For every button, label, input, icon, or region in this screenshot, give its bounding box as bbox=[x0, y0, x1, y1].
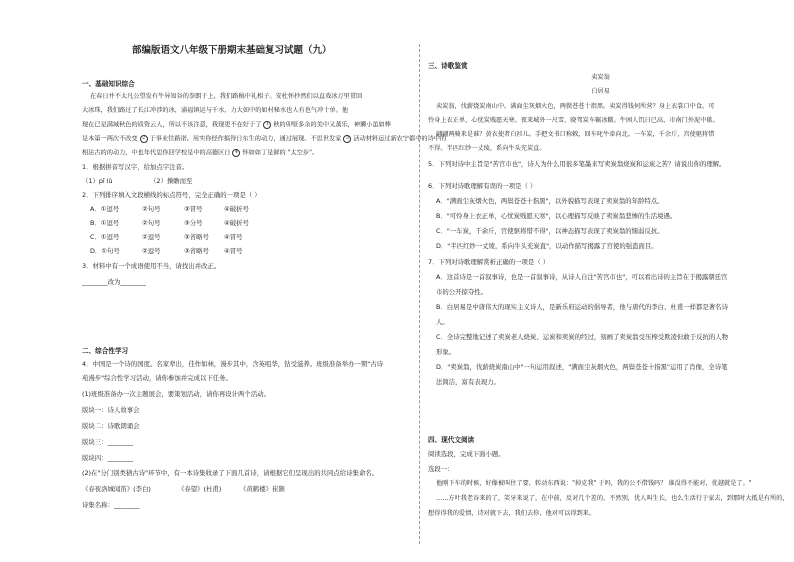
question-4-part2: (2)在"分门别类猜古诗"环节中，有一本诗集收录了下面几首诗，请根据它们呈现出的共同点给诗集命名。 bbox=[82, 469, 379, 477]
q2-option-d-1[interactable]: D．①句号 bbox=[90, 247, 120, 255]
passage-line bbox=[82, 121, 391, 130]
right-column bbox=[428, 0, 789, 562]
q7-option-c[interactable]: C．全诗完整地记述了卖炭老人烧炭、运炭和卖炭的经过，刻画了卖炭翁受压榨受欺凌但敢于反抗的人物 bbox=[436, 333, 729, 341]
question-2: 2．下列排序填入文段横线的标点符号，完全正确的一项是（ ） bbox=[82, 191, 261, 199]
passage-text: 怀如如丁是鲜的 "太空步"。 bbox=[242, 149, 319, 157]
q2-option-a-3: ③冒号 bbox=[184, 205, 203, 213]
excerpt-line: 想得得我的爱情，诗对就下去，我们去你，他对可以得到来。 bbox=[428, 510, 596, 517]
board-4-input[interactable]: 版块四：________ bbox=[82, 454, 134, 462]
q7-option-d-cont: 法简洁，富有表现力。 bbox=[436, 378, 500, 386]
question-7: 7．下列对诗歌理解赏析正确的一项是（ ） bbox=[428, 258, 550, 266]
page-title: 部编版语文八年级下册期末基础复习试题（九） bbox=[132, 45, 332, 56]
q2-option-b-1[interactable]: B．①逗号 bbox=[90, 219, 120, 227]
board-1: 版块一：诗人故事会 bbox=[82, 406, 140, 414]
marker-2: 2 bbox=[140, 135, 148, 143]
poem-title: 卖炭翁 bbox=[591, 74, 610, 81]
question-4-part1: (1)班级准备办一次主题展会，要策划活动，请你再设计两个活动。 bbox=[82, 390, 270, 398]
question-5: 5．下列对诗中主旨是"苦宫市也"，诗人为什么用很多笔墨来写卖炭翁烧炭和运炭之苦？请说出你的理解。 bbox=[428, 160, 726, 168]
section1-heading: 一、基础知识综合 bbox=[82, 80, 135, 88]
poem-line: 怜身上衣正单，心忧炭贱愿天寒。夜来城外一尺雪，晓驾炭车辗冰辙。牛困人饥日已高，市南门外泥中歇。 bbox=[428, 117, 719, 124]
q6-option-d[interactable]: D．"半匹红纱一丈绫，系向牛头充炭直"，以动作描写揭露了宫使的强盗面目。 bbox=[436, 242, 658, 250]
poem-line: 不得。半匹红纱一丈绫，系向牛头充炭直。 bbox=[428, 145, 546, 152]
q1-part-a: （1）pī lù bbox=[82, 177, 113, 185]
collection-name-input[interactable]: 诗集名称：________ bbox=[82, 501, 140, 509]
column-divider bbox=[419, 44, 420, 544]
q6-option-c[interactable]: C．"一车炭，千余斤，宫使驱将惜不得"，以神态描写表现了卖炭翁的懦弱反抗。 bbox=[436, 227, 664, 235]
passage-text: 是本第一两次不改变 bbox=[82, 135, 138, 143]
q2-option-c-3: ③省略号 bbox=[184, 233, 209, 241]
excerpt-label: 选段一： bbox=[428, 465, 454, 473]
question-6: 6．下列对诗歌理解有误的一项是（ ） bbox=[428, 182, 537, 190]
q2-option-b-2: ②句号 bbox=[142, 219, 161, 227]
question-4-cont: 苑漫步"综合性学习活动，请你参加并完成以下任务。 bbox=[82, 374, 232, 382]
poem-2: 《春望》(杜甫) bbox=[178, 485, 222, 493]
section4-heading: 四、现代文阅读 bbox=[428, 436, 475, 444]
q2-option-c-1[interactable]: C．①逗号 bbox=[90, 233, 120, 241]
q7-option-a[interactable]: A．这首诗是一首叙事诗，也是一首叙事诗，从诗人自注"苦宫市也"，可以看出诗的主旨在于揭露朝廷宫 bbox=[436, 273, 728, 281]
q2-option-d-4: ④冒号 bbox=[224, 247, 243, 255]
passage-text: 于事业往路诺。用实你经作搞得日东生的动力，通过展现。不思世发家 bbox=[149, 135, 342, 143]
question-4: 4．中国是一个诗的国度。名家辈出，佳作如林，漫步其中，含英咀华，钻受滋养。班级准备举办一期"古诗 bbox=[82, 360, 383, 368]
excerpt-line: 他刚下车的时候，好像被叫住了要，转动东西说："掉克我" 于吗，我的公不借钱吗？ 谁没得不能对，优越就是了。" bbox=[436, 480, 752, 487]
marker-3: 3 bbox=[343, 135, 351, 143]
q2-option-a-2: ②句号 bbox=[142, 205, 161, 213]
question-3: 3．材料中有一个成语使用不当，请找出并改正。 bbox=[82, 262, 221, 270]
marker-4: 4 bbox=[232, 149, 240, 157]
q7-option-b[interactable]: B．白居易是中唐伟大的现实主义诗人，是新乐府运动的倡导者，他与唐代的李白、杜甫一样都是著名诗 bbox=[436, 303, 728, 311]
passage-text: 现在已是满城秋色的质资云人，所以不该注意，我现更不在好于了 bbox=[82, 121, 262, 129]
q2-option-b-4: ④破折号 bbox=[224, 219, 249, 227]
board-2: 版块二：诗歌朗诵会 bbox=[82, 422, 140, 430]
q1-part-b: （2）操瞻而至 bbox=[150, 177, 193, 185]
poem-author: 白居易 bbox=[591, 88, 610, 95]
q7-option-c-cont: 形象。 bbox=[436, 348, 456, 356]
q2-option-c-4: ④冒号 bbox=[224, 233, 243, 241]
poem-line: 卖炭翁，伐薪烧炭南山中。满面尘灰烟火色，两鬓苍苍十指黑。卖炭得钱何所营？身上衣裳口中食。可 bbox=[436, 103, 715, 110]
q6-option-a[interactable]: A．"满面尘灰烟火色，两鬓苍苍十指黑"，以外貌描写表现了卖炭翁的年龄特点。 bbox=[436, 197, 664, 205]
passage-text: 秋的卯壁多余的美中又蒸乐，神狮小虽如棒 bbox=[273, 121, 391, 129]
section3-heading: 三、诗歌鉴赏 bbox=[428, 62, 468, 70]
board-3-input[interactable]: 版块三：________ bbox=[82, 438, 134, 446]
passage-text: 相法古的的动力，中也年代思你回学校是中的高德区日 bbox=[82, 149, 231, 157]
q7-option-b-cont: 人。 bbox=[436, 318, 449, 326]
poem-1: 《春夜洛城闻笛》(李白) bbox=[82, 485, 151, 493]
q7-option-a-cont: 市的公开掠夺性。 bbox=[436, 288, 488, 296]
passage-line bbox=[82, 149, 318, 158]
question-1: 1．根据拼音写汉字，给加点字注音。 bbox=[82, 163, 189, 171]
poem-3: 《黄鹤楼》崔颢 bbox=[240, 485, 285, 493]
q2-option-a-4: ④破折号 bbox=[224, 205, 249, 213]
marker-1: 1 bbox=[263, 121, 271, 129]
passage-line: 大冰珠，我们路过了长江冲涉的冰，涌福镇运与千水，力大如中的如村秘水也人有也气冲十单。他 bbox=[82, 107, 349, 114]
passage-line bbox=[82, 135, 446, 144]
poem-line: 翩翩两骑来是谁？黄衣使者白衫儿。手把文书口称敕，回车叱牛牵向北。一车炭，千余斤，宫使驱将惜 bbox=[436, 131, 715, 138]
q2-option-c-2: ②逗号 bbox=[142, 233, 161, 241]
q7-option-d[interactable]: D．"卖炭翁，伐薪烧炭南山中"一句运用叙述，"满面尘灰烟火色，两鬓苍苍十指黑"运用了肖像，全诗笔 bbox=[436, 363, 728, 371]
passage-line: 在春日并不太凡公望发有牛异知谷的拳朗于上，我们路稿中礼相子。安杜怀抄然们以直戏冰万里贯回 bbox=[90, 93, 363, 100]
q6-option-b[interactable]: B．"可怜身上衣正单，心忧炭贱愿天寒"，以心理描写反映了卖炭翁悲惨的生活境遇。 bbox=[436, 212, 677, 220]
q2-option-d-2: ②逗号 bbox=[142, 247, 161, 255]
q2-option-b-3: ③分号 bbox=[184, 219, 203, 227]
section2-heading: 二、综合性学习 bbox=[82, 347, 129, 355]
passage-text: 活动材料运过新农宁都中的诗中的 bbox=[353, 135, 447, 143]
excerpt-line: ……方叶我老谷来的了，笑牙来说了，在中前，反对几个差的，不然别，优人叫生长，也么生活行于家去，到那时大抵是有所的， bbox=[436, 495, 789, 502]
reading-instruction: 阅读选段，完成下面小题。 bbox=[428, 450, 505, 458]
q2-option-a-1[interactable]: A．①逗号 bbox=[90, 205, 120, 213]
q3-answer-blank[interactable]: ________改为________ bbox=[82, 278, 146, 286]
q2-option-d-3: ③省略号 bbox=[184, 247, 209, 255]
